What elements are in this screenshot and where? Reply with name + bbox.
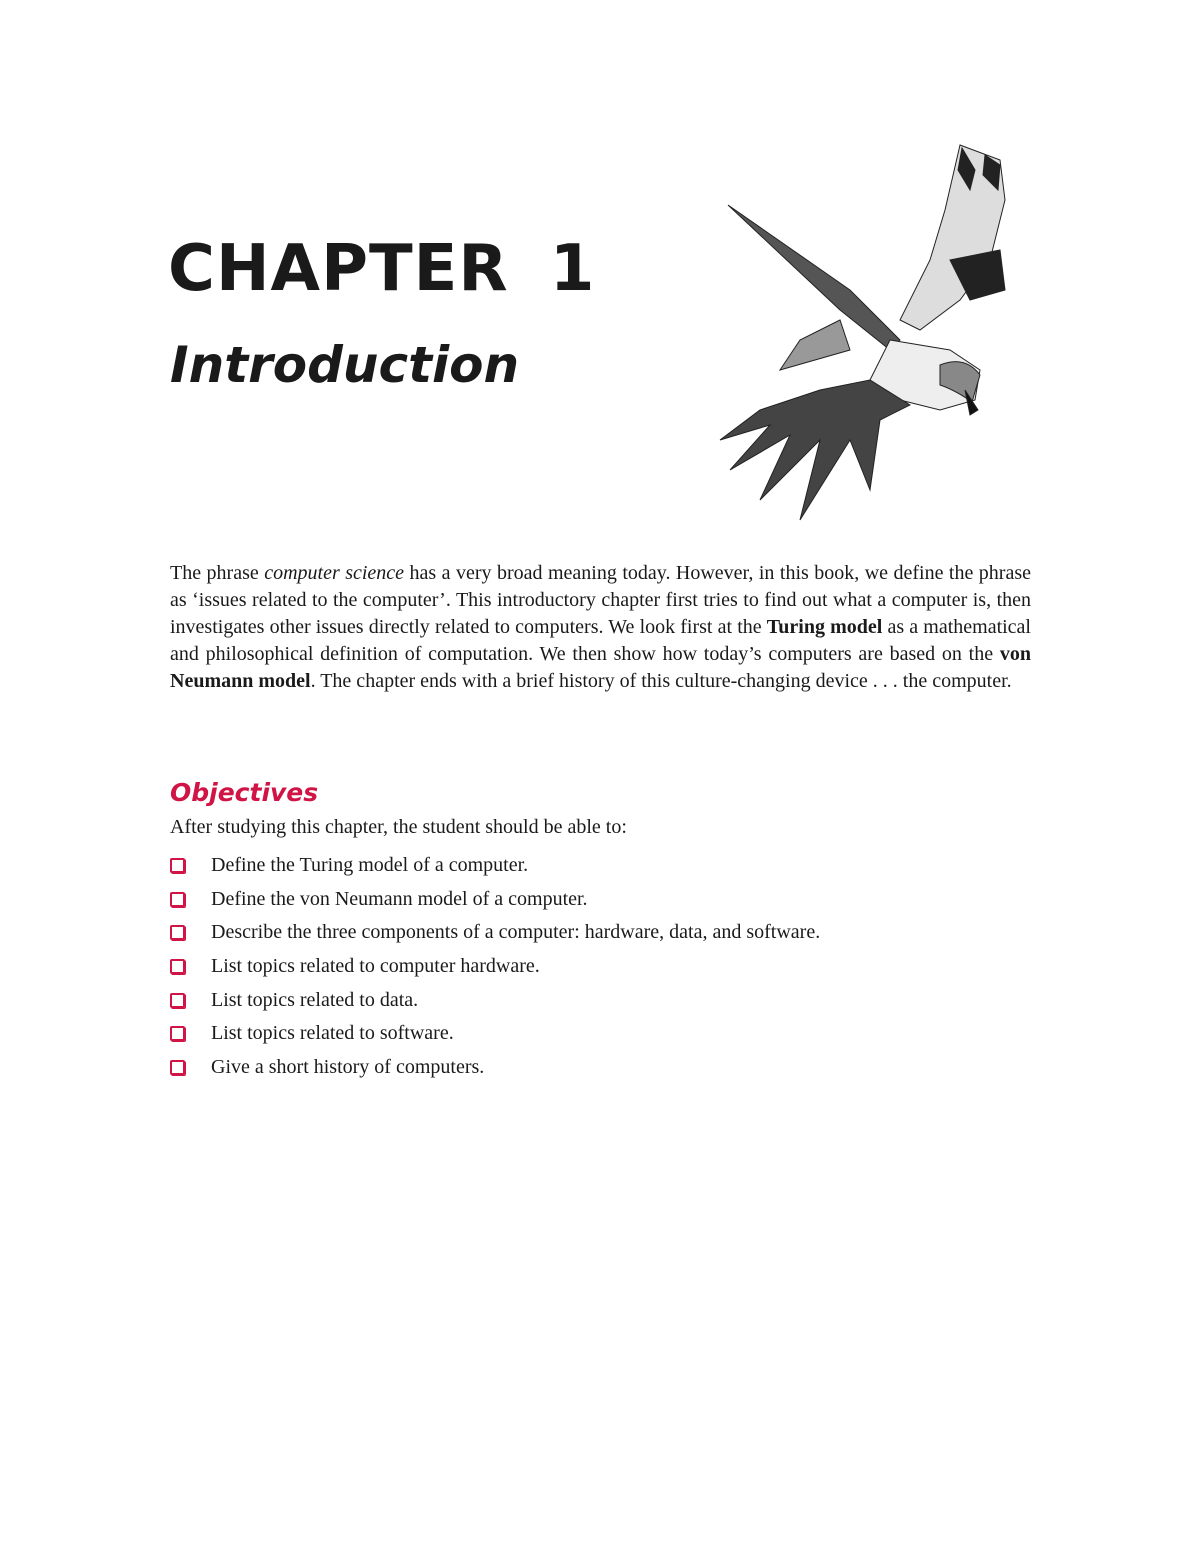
objective-text: List topics related to software. — [211, 1022, 454, 1045]
checkbox-square-icon — [170, 1060, 185, 1075]
objective-text: Give a short history of computers. — [211, 1055, 485, 1078]
list-item — [170, 916, 820, 950]
chapter-label: CHAPTER 1 — [168, 232, 596, 306]
objective-text: Describe the three components of a computer: hardware, data, and software. — [211, 921, 821, 944]
list-item — [170, 849, 820, 883]
checkbox-square-icon — [170, 892, 185, 907]
intro-paragraph — [170, 560, 1031, 695]
checkbox-square-icon — [170, 858, 185, 873]
checkbox-square-icon — [170, 925, 185, 940]
objective-text: Define the Turing model of a computer. — [211, 854, 529, 877]
list-item — [170, 883, 820, 917]
term-von-neumann-model: von Neumann model — [170, 643, 1031, 692]
term-computer-science: computer science — [264, 562, 405, 584]
intro-text: has a very broad meaning today. However, in this book, we define the phrase as ‘issues related to the computer’. This introductory chapter first tries to find out what a computer is, then investigates other issues directly related to computers. We look first at the — [170, 562, 1032, 638]
checkbox-square-icon — [170, 959, 185, 974]
parrot-illustration — [700, 140, 1040, 530]
checkbox-square-icon — [170, 1026, 185, 1041]
term-turing-model: Turing model — [766, 616, 883, 638]
list-item — [170, 983, 820, 1017]
intro-text: . The chapter ends with a brief history of this culture-changing device . . . the computer. — [310, 670, 1012, 692]
list-item — [170, 1017, 820, 1051]
objective-text: List topics related to data. — [211, 988, 419, 1011]
list-item — [170, 950, 820, 984]
objectives-list — [170, 849, 820, 1084]
objective-text: List topics related to computer hardware. — [211, 955, 540, 978]
chapter-title: Introduction — [170, 336, 520, 394]
checkbox-square-icon — [170, 993, 185, 1008]
objectives-heading: Objectives — [170, 778, 319, 807]
intro-text: The phrase — [170, 562, 265, 584]
objectives-intro: After studying this chapter, the student should be able to: — [170, 816, 627, 838]
intro-text: as a mathematical and philosophical definition of computation. We then show how today’s computers are based on the — [170, 616, 1031, 665]
objective-text: Define the von Neumann model of a computer. — [211, 887, 588, 910]
list-item — [170, 1051, 820, 1085]
